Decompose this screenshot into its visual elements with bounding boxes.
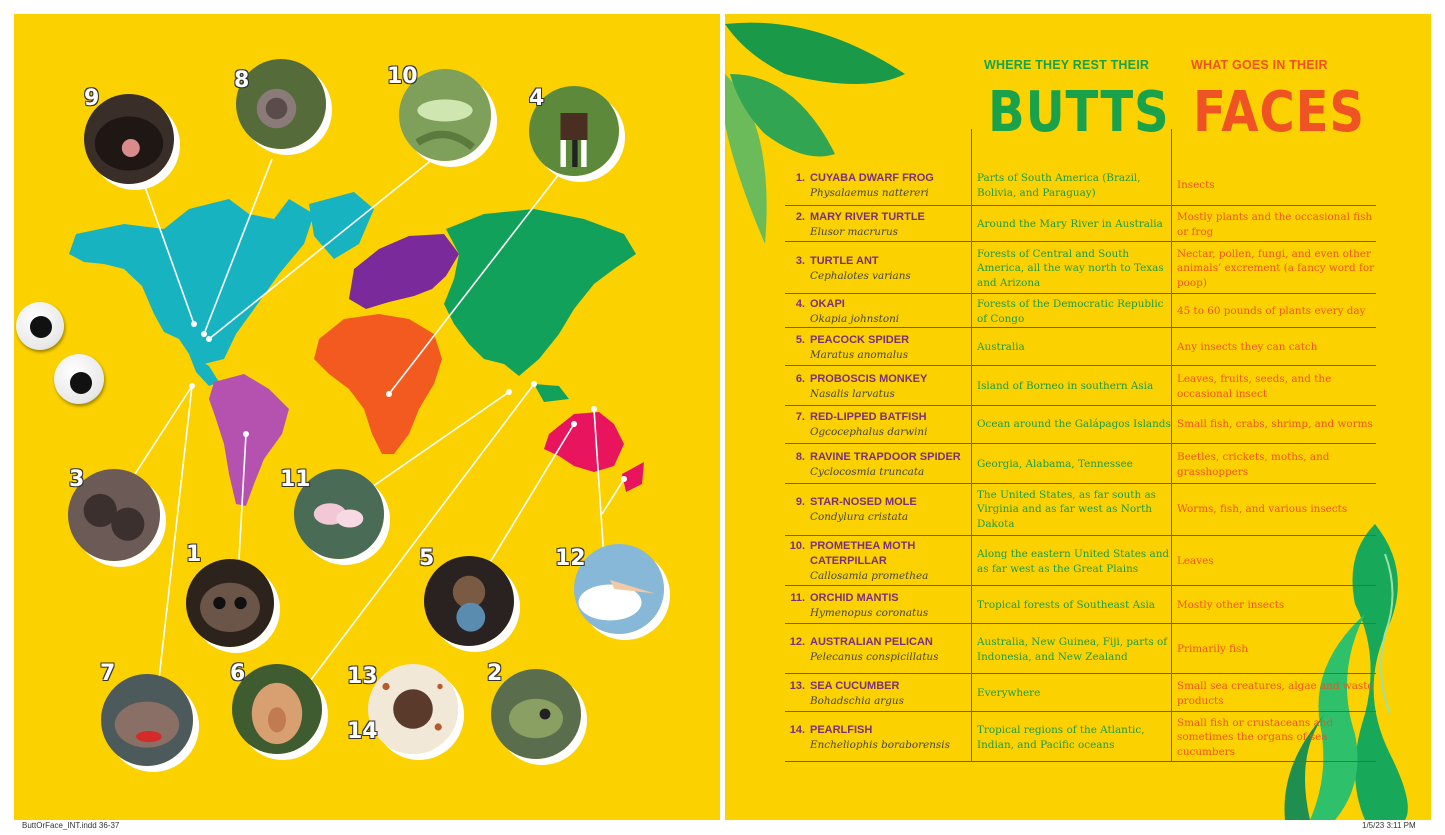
animal-cell <box>785 406 971 443</box>
marker-11: 11 <box>280 467 311 492</box>
photo-dwarf-frog <box>186 559 274 647</box>
animal-cell <box>785 330 971 365</box>
animal-name: MARY RIVER TURTLE <box>810 210 925 223</box>
animal-number: 11. <box>790 591 805 604</box>
animal-cell <box>785 626 971 673</box>
scientific-name: Callosamia promethea <box>810 570 929 582</box>
marker-14: 14 <box>347 719 378 744</box>
table-row <box>785 714 1376 762</box>
marker-10: 10 <box>387 64 418 89</box>
marker-2: 2 <box>487 661 503 686</box>
animal-name: ORCHID MANTIS <box>810 591 899 604</box>
butts-title: BUTTS <box>988 80 1170 145</box>
diet-cell: Mostly plants and the occasional fish or frog <box>1177 211 1373 238</box>
left-page <box>14 14 720 820</box>
diet-cell: Beetles, crickets, moths, and grasshoppers <box>1177 451 1330 478</box>
photo-proboscis-monkey <box>232 664 322 754</box>
animal-name: CUYABA DWARF FROG <box>810 171 934 184</box>
diet-cell: Small fish or crustaceans and sometimes the organs of sea cucumbers <box>1177 716 1334 758</box>
animal-name: AUSTRALIAN PELICAN <box>810 635 933 648</box>
habitat-cell: Around the Mary River in Australia <box>977 218 1163 231</box>
table-row <box>785 446 1376 484</box>
table-row <box>785 330 1376 366</box>
faces-kicker: WHAT GOES IN THEIR <box>1191 58 1328 72</box>
animal-cell <box>785 446 971 483</box>
animal-cell <box>785 296 971 327</box>
animal-number: 4. <box>795 297 805 310</box>
googly-eye-bottom <box>54 354 104 404</box>
animal-number: 8. <box>795 450 805 463</box>
animal-cell <box>785 538 971 585</box>
table-row <box>785 484 1376 536</box>
africa <box>314 314 442 454</box>
animal-number: 5. <box>795 333 805 346</box>
marker-4: 4 <box>529 86 545 111</box>
table-row <box>785 166 1376 206</box>
habitat-cell: Ocean around the Galápagos Islands <box>977 418 1171 431</box>
animal-name: RED-LIPPED BATFISH <box>810 410 927 423</box>
animal-name: PEACOCK SPIDER <box>810 333 910 346</box>
habitat-cell: Island of Borneo in southern Asia <box>977 380 1154 393</box>
animal-name: PEARLFISH <box>810 723 873 736</box>
leaf-top-left-dark <box>725 23 905 84</box>
diet-cell: Primarily fish <box>1177 643 1249 656</box>
marker-12: 12 <box>555 546 586 571</box>
habitat-cell: Everywhere <box>977 687 1041 700</box>
animal-name: OKAPI <box>810 297 845 310</box>
animal-number: 13. <box>789 679 805 692</box>
scientific-name: Condylura cristata <box>810 510 909 523</box>
marker-7: 7 <box>100 661 116 686</box>
diet-cell: Insects <box>1177 179 1215 192</box>
table-row <box>785 244 1376 294</box>
scientific-name: Ogcocephalus darwini <box>810 425 928 438</box>
table-row <box>785 588 1376 624</box>
marker-1: 1 <box>186 542 202 567</box>
table-row <box>785 296 1376 328</box>
scientific-name: Nasalis larvatus <box>810 387 895 400</box>
habitat-cell: Australia <box>977 341 1025 354</box>
animal-number: 2. <box>795 210 805 223</box>
marker-9: 9 <box>84 86 100 111</box>
diet-cell: Leaves, fruits, seeds, and the occasional insect <box>1177 373 1332 400</box>
table-row <box>785 676 1376 712</box>
animal-number: 6. <box>795 372 805 385</box>
butts-kicker: WHERE THEY REST THEIR <box>984 58 1150 72</box>
photo-pelican <box>574 544 664 634</box>
animal-number: 7. <box>795 410 805 423</box>
habitat-cell: Along the eastern United States and as far west as the Great Plains <box>977 548 1170 575</box>
footer-file: ButtOrFace_INT.indd 36-37 <box>22 821 120 830</box>
scientific-name: Elusor macrurus <box>810 225 898 238</box>
animal-cell <box>785 588 971 623</box>
habitat-cell: The United States, as far south as Virginia and as far west as North Dakota <box>977 488 1156 530</box>
habitat-cell: Tropical forests of Southeast Asia <box>977 599 1155 612</box>
scientific-name: Maratus anomalus <box>810 348 909 361</box>
habitat-cell: Australia, New Guinea, Fiji, parts of Indonesia, and New Zealand <box>977 636 1168 663</box>
table-row <box>785 538 1376 586</box>
diet-cell: Small fish, crabs, shrimp, and worms <box>1177 418 1373 431</box>
diet-cell: Any insects they can catch <box>1177 341 1318 354</box>
south-america <box>209 374 289 506</box>
australia <box>544 412 644 492</box>
animal-number: 3. <box>795 254 805 267</box>
scientific-name: Bohadschia argus <box>810 694 904 707</box>
scientific-name: Physalaemus nattereri <box>810 186 929 199</box>
animal-name: TURTLE ANT <box>810 254 879 267</box>
animal-name: PROBOSCIS MONKEY <box>810 372 928 385</box>
habitat-cell: Tropical regions of the Atlantic, Indian, and Pacific oceans <box>977 724 1145 751</box>
diet-cell: Small sea creatures, algae and waste products <box>1177 680 1374 707</box>
table-row <box>785 406 1376 444</box>
table-row <box>785 626 1376 674</box>
marker-13: 13 <box>347 664 378 689</box>
diet-cell: 45 to 60 pounds of plants every day <box>1177 305 1366 318</box>
table-row <box>785 208 1376 242</box>
animal-number: 10. <box>789 540 805 552</box>
habitat-cell: Forests of the Democratic Republic of Congo <box>977 298 1164 325</box>
animal-cell <box>785 166 971 205</box>
diet-cell: Worms, fish, and various insects <box>1177 503 1348 516</box>
animal-number: 9. <box>795 495 805 508</box>
animal-name: RAVINE TRAPDOOR SPIDER <box>810 450 961 463</box>
animal-name: SEA CUCUMBER <box>810 679 900 692</box>
animal-cell <box>785 676 971 711</box>
table-row <box>785 368 1376 406</box>
photo-trapdoor-spider <box>236 59 326 149</box>
photo-peacock-spider <box>424 556 514 646</box>
animal-number: 1. <box>795 171 805 184</box>
diet-cell: Mostly other insects <box>1177 599 1285 612</box>
animal-cell <box>785 484 971 535</box>
photo-sea-cucumber <box>368 664 458 754</box>
scientific-name: Hymenopus coronatus <box>810 606 929 619</box>
scientific-name: Encheliophis boraborensis <box>810 738 950 751</box>
googly-eye-top <box>16 302 64 350</box>
right-page <box>725 14 1431 820</box>
diet-cell: Nectar, pollen, fungi, and even other animals’ excrement (a fancy word for poop) <box>1177 247 1375 289</box>
animal-number: 12. <box>789 635 805 648</box>
photo-mary-river-turtle <box>491 669 581 759</box>
habitat-cell: Georgia, Alabama, Tennessee <box>977 458 1133 471</box>
animal-name: STAR-NOSED MOLE <box>810 495 917 508</box>
footer-date: 1/5/23 3:11 PM <box>1362 821 1416 830</box>
animal-cell <box>785 244 971 293</box>
photo-batfish <box>101 674 193 766</box>
habitat-cell: Forests of Central and South America, all the way north to Texas and Arizona <box>977 247 1164 289</box>
animal-cell <box>785 208 971 241</box>
animal-name: PROMETHEA MOTH CATERPILLAR <box>810 540 916 567</box>
marker-8: 8 <box>234 68 250 93</box>
scientific-name: Pelecanus conspicillatus <box>810 650 939 663</box>
asia <box>444 209 636 402</box>
habitat-cell: Parts of South America (Brazil, Bolivia, and Paraguay) <box>977 172 1141 199</box>
marker-5: 5 <box>419 546 435 571</box>
animal-cell <box>785 368 971 405</box>
scientific-name: Okapia johnstoni <box>810 312 900 325</box>
europe <box>349 234 459 309</box>
marker-3: 3 <box>69 467 85 492</box>
diet-cell: Leaves <box>1177 555 1214 568</box>
scientific-name: Cephalotes varians <box>810 269 911 282</box>
marker-6: 6 <box>230 661 246 686</box>
faces-title: FACES <box>1193 80 1365 145</box>
animal-cell <box>785 714 971 761</box>
animal-number: 14. <box>789 723 805 736</box>
scientific-name: Cyclocosmia truncata <box>810 465 925 478</box>
